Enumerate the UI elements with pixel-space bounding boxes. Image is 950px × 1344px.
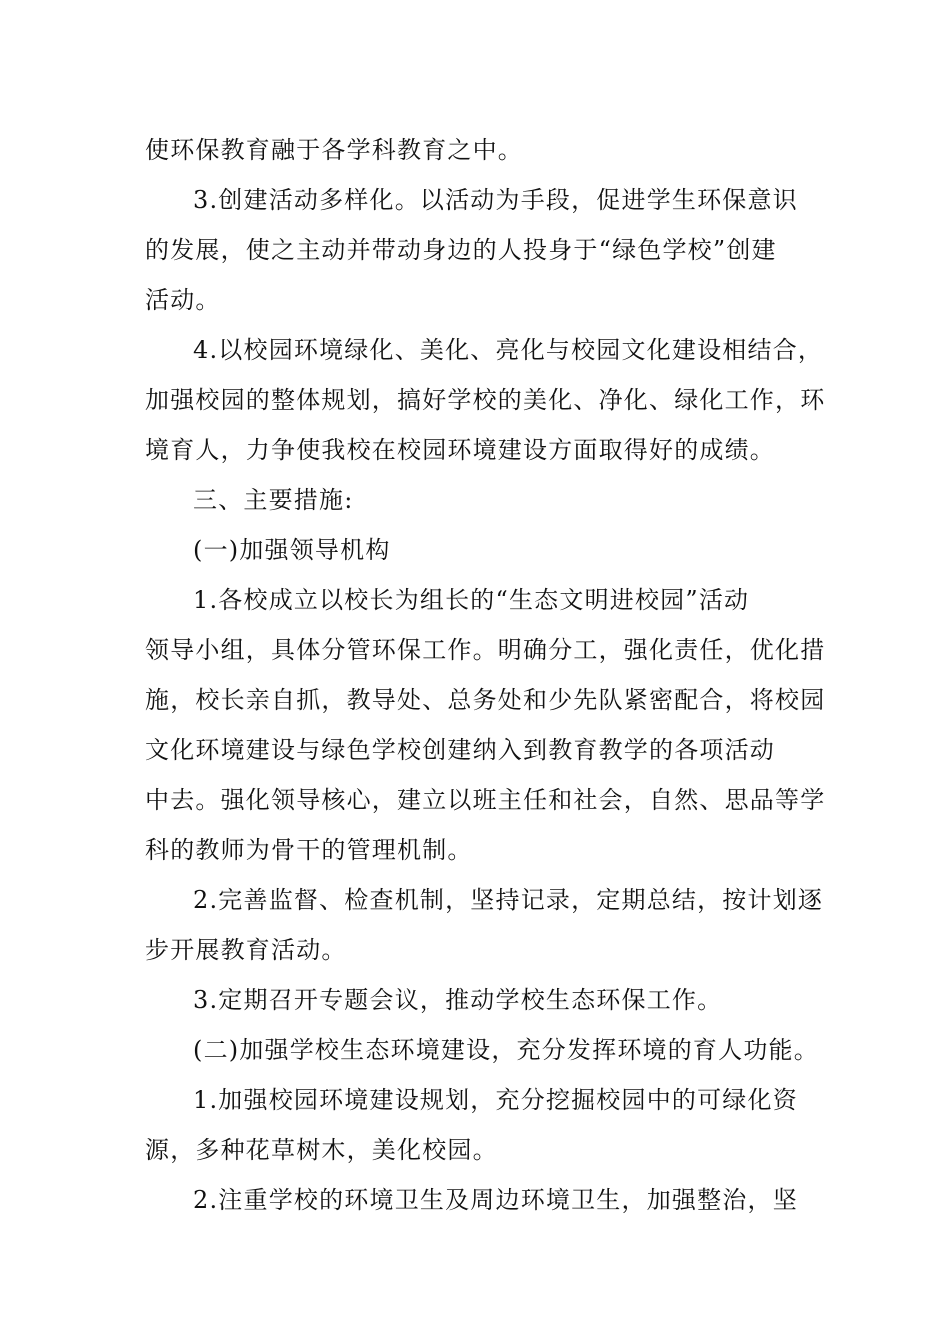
text-line: 施，校长亲自抓，教导处、总务处和少先队紧密配合，将校园 <box>145 686 826 714</box>
text-line: 1.各校成立以校长为组长的“生态文明进校园”活动 <box>193 586 750 614</box>
subsection-heading: (一)加强领导机构 <box>193 536 391 564</box>
text-line: 4.以校园环境绿化、美化、亮化与校园文化建设相结合， <box>193 336 824 364</box>
text-line: 2.注重学校的环境卫生及周边环境卫生，加强整治，坚 <box>193 1186 798 1214</box>
text-line: 3.定期召开专题会议，推动学校生态环保工作。 <box>193 986 723 1014</box>
section-heading: 三、主要措施: <box>193 486 354 514</box>
text-line: 境育人，力争使我校在校园环境建设方面取得好的成绩。 <box>145 436 775 464</box>
text-line: 步开展教育活动。 <box>145 936 347 964</box>
text-line: 使环保教育融于各学科教育之中。 <box>145 136 523 164</box>
text-line: 科的教师为骨干的管理机制。 <box>145 836 473 864</box>
text-line: 的发展，使之主动并带动身边的人投身于“绿色学校”创建 <box>145 236 777 264</box>
text-line: 3.创建活动多样化。以活动为手段，促进学生环保意识 <box>193 186 798 214</box>
text-line: 文化环境建设与绿色学校创建纳入到教育教学的各项活动 <box>145 736 775 764</box>
text-line: 领导小组，具体分管环保工作。明确分工，强化责任，优化措 <box>145 636 826 664</box>
text-line: 活动。 <box>145 286 221 314</box>
text-line: 1.加强校园环境建设规划，充分挖掘校园中的可绿化资 <box>193 1086 798 1114</box>
text-line: 中去。强化领导核心，建立以班主任和社会，自然、思品等学 <box>145 786 826 814</box>
subsection-heading: (二)加强学校生态环境建设，充分发挥环境的育人功能。 <box>193 1036 819 1064</box>
text-line: 加强校园的整体规划，搞好学校的美化、净化、绿化工作，环 <box>145 386 826 414</box>
text-line: 2.完善监督、检查机制，坚持记录，定期总结，按计划逐 <box>193 886 824 914</box>
text-line: 源，多种花草树木，美化校园。 <box>145 1136 498 1164</box>
